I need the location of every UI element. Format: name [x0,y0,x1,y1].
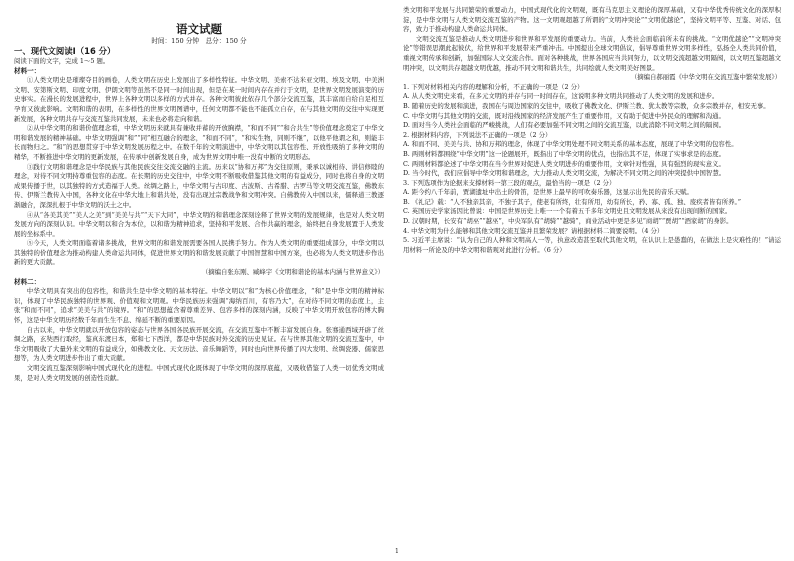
option-1b: B. 随着历史的发展和演进，我国在与周边国家的交往中，吸收了佛教文化、伊斯兰教、犹太教等宗教，众多宗教并存，相安无事。 [403,101,770,110]
option-3c: C. 英国历史学家汤因比曾说：中国是世界历史上唯一一个有着五千多年文明史且文明发展从来没有出现间断的国家。 [403,207,732,216]
material-1-paragraph: ⑤今天，人类文明面临着诸多挑战，世界文明的和谐发展需要各国人民携手努力。作为人类文明的重要组成部分，中华文明以其独特的价值理念为推动构建人类命运共同体，促进世界文明的和谐发展贡献了中国智慧和中国方案，也必将为人类文明进步作出新的更大贡献。 [14,239,384,267]
option-3a: A. 距今约八千年前，贾湖遗址中出土的骨笛，是世界上最早的可吹奏乐器，这显示出先民的音乐天赋。 [403,188,693,197]
option-1c: C. 中华文明与其他文明的交流，既对沿线国家的经济发展产生了重要作用，又有助于促进中外民众的理解和沟通。 [403,111,725,120]
material-1-paragraph: ①人类文明史是璀璨夺目的画卷，人类文明在历史上发展出了多样性特征。中华文明、美索不达米亚文明、埃及文明、中美洲文明、安第斯文明、印度文明、伊朗文明等虽然不是同一时间出现，但是在某一时间内存在并行于文明，是世界文明发展演变的历史事实。在漫长的发展进程中，世界上各种文明以多样的方式并存。各种文明彼此依存几个部分交流互鉴，其丰富而自给自足相互孕育又彼此影响。文明和谐的表明，在多样性的世界文明图谱中，任何文明都不能也不能孤立自存，在与其他文明的交往中实现更新发展，各种文明共存与交流互鉴共同发展，未来也必将走向和谐。 [14,76,384,123]
exam-meta: 时间：150 分钟 总分：150 分 [151,37,247,45]
material-2-continuation: 文明交流互鉴是推动人类文明进步和世界和平发展的重要动力。当前，人类社会面临前所未有的挑战。“文明优越论”“文明冲突论”等错误思潮此起彼伏，给世界和平发展带来严重冲击。中国提出全球文明倡议，倡导尊重世界文明多样性，弘扬全人类共同价值，重视文明传承和创新，加强国际人文交流合作。面对各种挑战，世界各国应当共同努力，以文明交流超越文明隔阂，以文明互鉴超越文明冲突，以文明共存超越文明优越，推动不同文明和谐共生，共同绘就人类文明美好图景。 [403,34,781,72]
material-2-source: （摘编自郝丽霞《中华文明在交流互鉴中繁荣发展》） [630,73,781,82]
question-5: 5. 习近平主席说：“认为自己的人种和文明高人一等，执意改造甚至取代其他文明，在认识上是愚蠢的，在做法上是灾难性的！”请运用材料一所论及的中华文明和谐观对此进行分析。（6 分） [403,236,781,254]
option-3b: B. 《礼记》载：“人不独亲其亲，不独子其子，使老有所终，壮有所用，幼有所长，矜、寡、孤、独、废疾者皆有所养。” [403,197,742,206]
question-2: 2. 根据材料内容，下列说法不正确的一项是（2 分） [403,130,552,139]
material-1-paragraph: ③践行文明和谐理念是中华民族与其他民族交往交流交融的主流。历来以“协和万邦”为交往原则，秉承以诚相待、讲信修睦的理念，对待不同文明持尊重包容的态度。在长期的历史交往中，中华文明不断吸收借鉴其他文明的有益成分，同时也将自身的文明成果传播于世，以其独特的方式造福于人类。丝绸之路上，中华文明与古印度、古波斯、古希腊、古罗马等文明交流互鉴，佛教东传、伊斯兰教传入中国，各种文化在中华大地上和谐共处，没有出现过宗教战争和文明冲突。自佛教传入中国以来，儒释道三教逐渐融合，深深扎根于中华文明的沃土之中。 [14,162,384,209]
question-4: 4. 中华文明为什么能够和其他文明交流互鉴并且繁荣发展？请根据材料二简要说明。（4 分） [403,226,664,235]
page-number: 1 [395,548,399,555]
option-2b: B. 两则材料都围绕“中华文明”这一论题展开，既指出了中华文明的优点，也指出其不足，体现了实事求是的态度。 [403,149,726,158]
option-1a: A. 从人类文明史来看，在多元文明的并存与同一时间存在，这说明多种文明共同推动了人类文明的发展和进步。 [403,92,719,101]
option-2c: C. 两则材料都论述了中华文明在当今世界对促进人类文明进步的重要作用，文章针对性强，具有强烈的现实意义。 [403,159,725,168]
page-title: 语文试题 [176,22,222,36]
material-1-paragraph: ②从中华文明的和谐价值理念看，中华文明历来就具有兼收并蓄的开放胸襟，“和而不同”“和合共生”等价值理念奠定了中华文明和谐发展的精神基础。中华文明强调“和”“同”相互融合的理念，“和而不同”，“和实生物，同则不继”，以他平他谓之和，则能丰长而物归之。“和”的思想贯穿于中华文明发展历程之中。在数千年的文明演进中，中华文明以其包容性、开放性吸纳了多种文明的精华，不断推进中华文明的更新发展，在传承中创新发展自身，成为世界文明中唯一没有中断的文明形态。 [14,124,384,161]
left-column [14,6,384,383]
question-1: 1. 下列对材料相关内容的理解和分析，不正确的一项是（2 分） [403,82,584,91]
material-2-paragraph: 文明交流互鉴深刻影响中国式现代化的进程。中国式现代化既体现了中华文明的深厚底蕴，又吸收借鉴了人类一切优秀文明成果，是对人类文明发展的创造性贡献。 [14,364,384,382]
material-1-label: 材料一： [14,66,41,75]
material-1-paragraph: ④从“各美其美”“美人之美”到“美美与共”“天下大同”，中华文明的和谐理念深刻诠释了世界文明的发展规律，也是对人类文明发展方向的深刻认识。中华文明以和合为本位，以和谐为精神追求，坚持和平发展、合作共赢的理念，始终把自身发展置于人类发展的坐标系中。 [14,210,384,238]
material-2-paragraph: 中华文明具有突出的包容性，和谐共生是中华文明的基本特征。中华文明以“和”为核心价值理念，“和”是中华文明的精神标识，体现了中华民族独特的世界观、价值观和文明观。中华民族历来强调“海纳百川，有容乃大”，在对待不同文明的态度上，主张“和而不同”，追求“美美与共”的境界。“和”的思想蕴含着尊重差异、包容多样的深刻内涵，反映了中华文明开放包容的博大胸怀，这是中华文明历经数千年而生生不息、绵延不断的重要原因。 [14,287,384,325]
instruction: 阅读下面的文字，完成 1～5 题。 [14,57,110,65]
option-2d: D. 当今时代，我们应倡导中华文明和谐理念，大力推动人类文明交流，为解决不同文明之间的冲突提供中国智慧。 [403,169,726,178]
material-2-continuation: 类文明和平发展与共同繁荣的重要动力，中国式现代化的文明观，既有马克思主义理论的深厚基础，又有中华优秀传统文化的深厚积淀，是中华文明与人类文明交流互鉴的产物。这一文明观超越了所谓的“文明冲突论”“文明优越论”，坚持文明平等、互鉴、对话、包容，致力于推动构建人类命运共同体。 [403,6,781,34]
option-3d: D. 汉朝时期，长安有“胡巫”“越巫”，中央军队有“胡骑”“越骑”，商业活动中更是多见“商胡”“贾胡”“酒家胡”的身影。 [403,217,733,226]
section-heading: 一、现代文阅读Ⅰ（16 分） [14,46,116,56]
question-3: 3. 下列选项作为论据来支撑材料一第三段的观点，最恰当的一项是（2 分） [403,178,616,187]
material-2-paragraph: 自古以来，中华文明就以开放包容的姿态与世界各国各民族开展交流，在交流互鉴中不断丰富发展自身。张骞通西域开辟了丝绸之路，玄奘西行取经，鉴真东渡日本，郑和七下西洋，都是中华民族对外交流的历史见证。在与世界其他文明的交流互鉴中，中华文明吸收了大量外来文明的有益成分，如佛教文化、天文历法、音乐舞蹈等，同时也向世界传播了四大发明、丝绸瓷器、儒家思想等，为人类文明进步作出了重大贡献。 [14,325,384,363]
option-1d: D. 面对当今人类社会面临的严峻挑战，人们有必要加强不同文明之间的交流互鉴，以此消除不同文明之间的隔阂。 [403,121,726,130]
material-1-source: （摘编自张东刚、臧峰宇《文明和谐论的基本内涵与世界意义》） [201,268,384,277]
right-column [403,6,781,255]
material-2-label: 材料二： [14,277,41,286]
option-2a: A. 和而不同、美美与共、协和万邦的理念，体现了中华文明处理不同文明关系的基本态度，展现了中华文明的包容性。 [403,140,738,149]
